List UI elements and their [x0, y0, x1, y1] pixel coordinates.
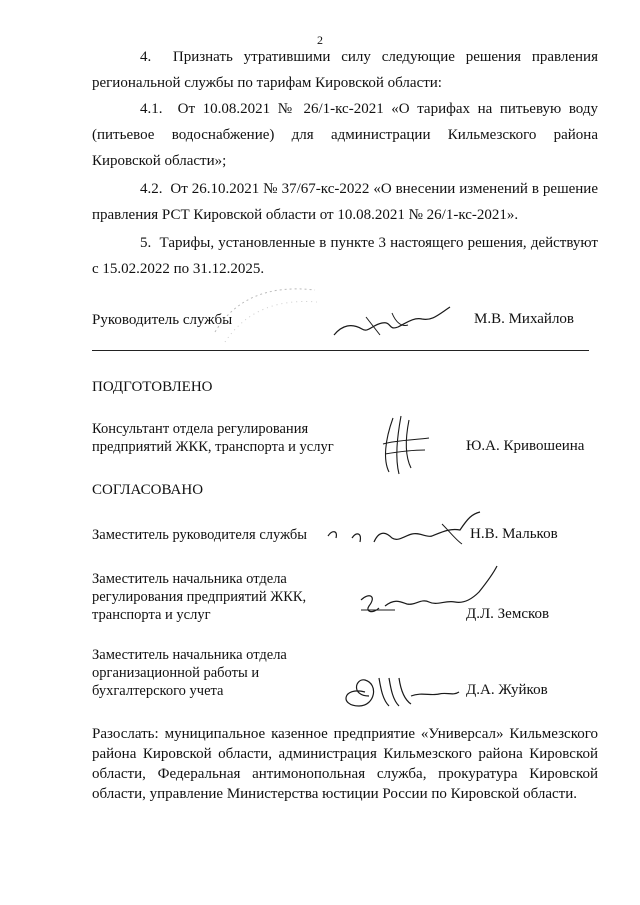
page-number: 2: [317, 33, 323, 47]
paragraph-4-1: 4.1. От 10.08.2021 № 26/1-кс-2021 «О тарифах на питьевую воду (питьевое водоснабжение) для администрации Кильмезского района Кировской области»;: [92, 101, 598, 169]
agreed-signer-3-position-line-1: Заместитель начальника отдела: [92, 647, 287, 663]
prepared-position-line-1: Консультант отдела регулирования: [92, 421, 309, 437]
agreed-signer-1-signature-image: [322, 508, 492, 558]
agreed-signer-2-position-line-3: транспорта и услуг: [92, 607, 211, 623]
agreed-heading: СОГЛАСОВАНО: [92, 482, 204, 498]
paragraph-4: 4. Признать утратившими силу следующие решения правления региональной службы по тарифам Кировской области:: [92, 49, 598, 91]
separator-line: [92, 350, 589, 351]
agreed-signer-3-signature-image: [335, 666, 465, 716]
agreed-signer-3-position-line-2: организационной работы и: [92, 665, 260, 681]
paragraph-5: 5. Тарифы, установленные в пункте 3 настоящего решения, действуют с 15.02.2022 по 31.12.2025.: [92, 235, 598, 277]
prepared-heading: ПОДГОТОВЛЕНО: [92, 379, 213, 395]
agreed-signer-2-signature-image: [355, 562, 505, 622]
agreed-signer-3-name: Д.А. Жуйков: [466, 682, 548, 698]
prepared-position-line-2: предприятий ЖКК, транспорта и услуг: [92, 439, 334, 455]
agreed-signer-1-position: Заместитель руководителя службы: [92, 527, 308, 543]
paragraph-4-2: 4.2. От 26.10.2021 № 37/67-кс-2022 «О внесении изменений в решение правления РСТ Кировской области от 10.08.2021 № 26/1-кс-2021».: [92, 181, 598, 223]
head-name: М.В. Михайлов: [474, 311, 575, 327]
agreed-signer-2-name: Д.Л. Земсков: [466, 606, 550, 622]
distribution-list: Разослать: муниципальное казенное предприятие «Универсал» Кильмезского района Кировской области, администрация Кильмезского района Кировской области, Федеральная антимонопольная служба, прокуратура Кировской области, управление Министерства юстиции России по Кировской области.: [92, 726, 598, 802]
head-signature-image: [322, 295, 462, 345]
head-position: Руководитель службы: [92, 312, 233, 328]
prepared-signature-image: [375, 410, 435, 480]
agreed-signer-2-position-line-2: регулирования предприятий ЖКК,: [92, 589, 307, 605]
agreed-signer-1-name: Н.В. Мальков: [470, 526, 558, 542]
agreed-signer-3-position-line-3: бухгалтерского учета: [92, 683, 224, 699]
stamp-image: [205, 272, 325, 352]
prepared-name: Ю.А. Кривошеина: [466, 438, 585, 454]
agreed-signer-2-position-line-1: Заместитель начальника отдела: [92, 571, 287, 587]
